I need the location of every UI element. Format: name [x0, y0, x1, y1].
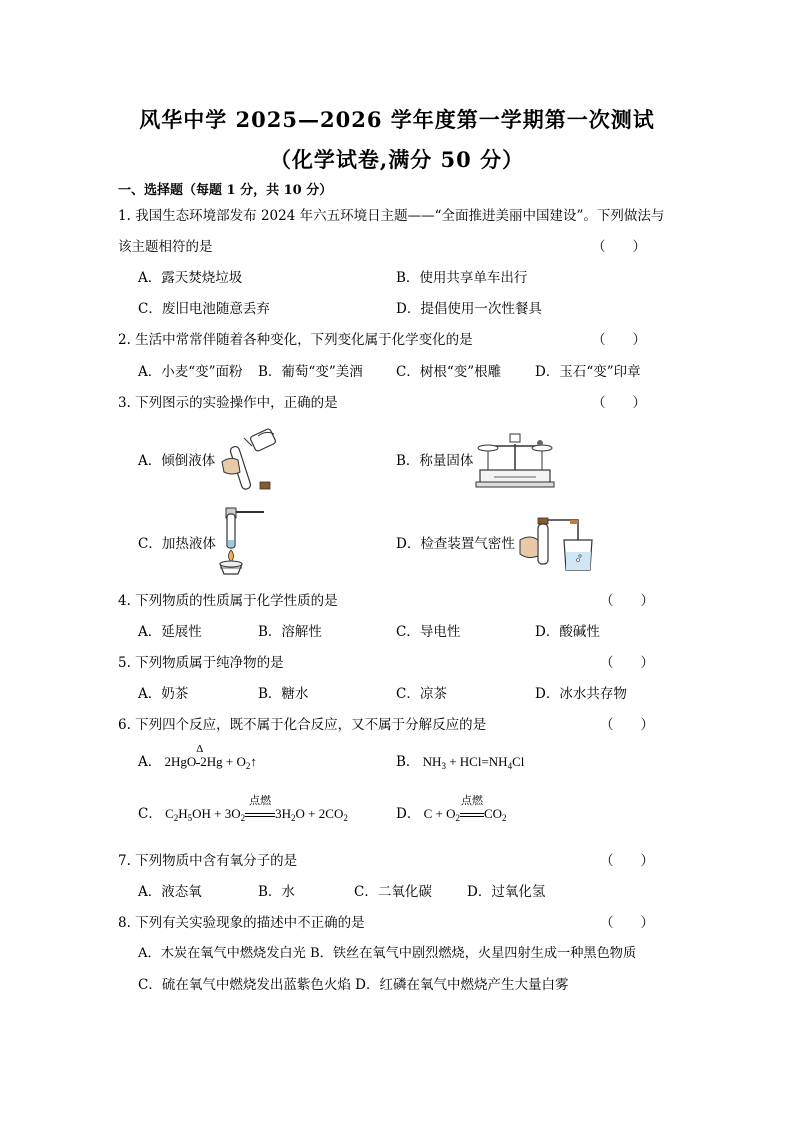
q8-stem: 8. 下列有关实验现象的描述中不正确的是 — [118, 915, 365, 931]
q6-answer-blank: （ ） — [600, 717, 654, 733]
q1-option-b: B．使用共享单车出行 — [396, 270, 528, 286]
q7-option-b: B．水 — [258, 884, 295, 900]
q7-option-a: A．液态氧 — [138, 884, 202, 900]
q7-option-d: D．过氧化氢 — [467, 884, 546, 900]
q6-a-condition: Δ — [196, 752, 200, 772]
q2-option-d: D．玉石“变”印章 — [535, 364, 641, 380]
q6-option-b: B． $NH_3 + HCl=NH_4Cl$ — [396, 754, 525, 771]
q6-option-b-label: B． — [396, 754, 420, 770]
q5-option-d: D．冰水共存物 — [535, 686, 627, 702]
q5-stem: 5. 下列物质属于纯净物的是 — [118, 655, 284, 671]
q3-stem: 3. 下列图示的实验操作中，正确的是 — [118, 395, 338, 411]
q3-option-d: D．检查装置气密性 — [396, 536, 515, 552]
q6-option-d-label: D． — [396, 806, 421, 822]
exam-title: 风华中学 2025—2026 学年度第一学期第一次测试 — [139, 107, 655, 132]
q6-option-c: C． $C_2H_5OH + 3O_2$ 点燃 $3H_2O + 2CO_2$ — [138, 794, 348, 823]
q2-stem: 2. 生活中常常伴随着各种变化，下列变化属于化学变化的是 — [118, 332, 473, 348]
q6-option-a-label: A． — [138, 754, 162, 770]
q6-option-c-label: C． — [138, 806, 162, 822]
q2-option-a: A．小麦“变”面粉 — [138, 364, 243, 380]
q3-option-b: B．称量固体 — [396, 453, 474, 469]
exam-subtitle: （化学试卷,满分 50 分） — [269, 147, 525, 172]
q3-answer-blank: （ ） — [592, 395, 646, 411]
q8-options-ab: A．木炭在氧气中燃烧发白光 B．铁丝在氧气中剧烈燃烧，火星四射生成一种黑色物质 — [138, 946, 637, 961]
q1-option-d: D．提倡使用一次性餐具 — [396, 301, 542, 317]
q5-option-c: C．凉茶 — [396, 686, 447, 702]
q4-option-b: B．溶解性 — [258, 624, 322, 640]
q6-d-condition: 点燃 — [460, 804, 484, 824]
q1-stem: 1. 我国生态环境部发布 2024 年六五环境日主题——“全面推进美丽中国建设”。下列做法与 — [118, 208, 665, 224]
q4-option-d: D．酸碱性 — [535, 624, 600, 640]
balance-scale-illustration — [474, 430, 556, 490]
q6-c-condition: 点燃 — [245, 804, 275, 824]
q2-option-b: B．葡萄“变”美酒 — [258, 364, 363, 380]
q8-options-cd: C．硫在氧气中燃烧发出蓝紫色火焰 D．红磷在氧气中燃烧产生大量白雾 — [138, 977, 569, 993]
q2-answer-blank: （ ） — [592, 332, 646, 348]
q1-option-a: A．露天焚烧垃圾 — [138, 270, 243, 286]
q7-option-c: C．二氧化碳 — [354, 884, 432, 900]
q4-answer-blank: （ ） — [600, 593, 654, 609]
q4-option-c: C．导电性 — [396, 624, 461, 640]
q1-stem-cont: 该主题相符的是 — [118, 239, 213, 255]
q1-option-c: C．废旧电池随意丢弃 — [138, 301, 270, 317]
q6-a-product: 2Hg + O — [200, 754, 246, 769]
q6-a-gas-arrow: ↑ — [250, 754, 257, 769]
q5-option-b: B．糖水 — [258, 686, 309, 702]
pouring-liquid-illustration — [214, 428, 284, 496]
q4-stem: 4. 下列物质的性质属于化学性质的是 — [118, 593, 338, 609]
q3-option-a: A．倾倒液体 — [138, 453, 216, 469]
q5-option-a: A．奶茶 — [138, 686, 189, 702]
q7-stem: 7. 下列物质中含有氧分子的是 — [118, 853, 298, 869]
q6-option-d: D． $C + O_2$ 点燃 $CO_2$ — [396, 794, 507, 823]
q4-option-a: A．延展性 — [138, 624, 202, 640]
q2-option-c: C．树根“变”根雕 — [396, 364, 502, 380]
airtightness-check-illustration — [518, 512, 598, 574]
section-heading: 一、选择题（每题 1 分，共 10 分） — [118, 183, 333, 198]
q5-answer-blank: （ ） — [600, 655, 654, 671]
q3-option-c: C．加热液体 — [138, 536, 216, 552]
q1-answer-blank: （ ） — [592, 239, 646, 255]
heating-liquid-illustration — [212, 506, 268, 578]
q7-answer-blank: （ ） — [600, 853, 654, 869]
q8-answer-blank: （ ） — [600, 915, 654, 931]
q6-stem: 6. 下列四个反应，既不属于化合反应，又不属于分解反应的是 — [118, 717, 487, 733]
q6-a-reactant: 2HgO — [164, 754, 197, 769]
q6-option-a: A． 2HgO Δ $2Hg + O_2↑$ — [138, 743, 257, 771]
